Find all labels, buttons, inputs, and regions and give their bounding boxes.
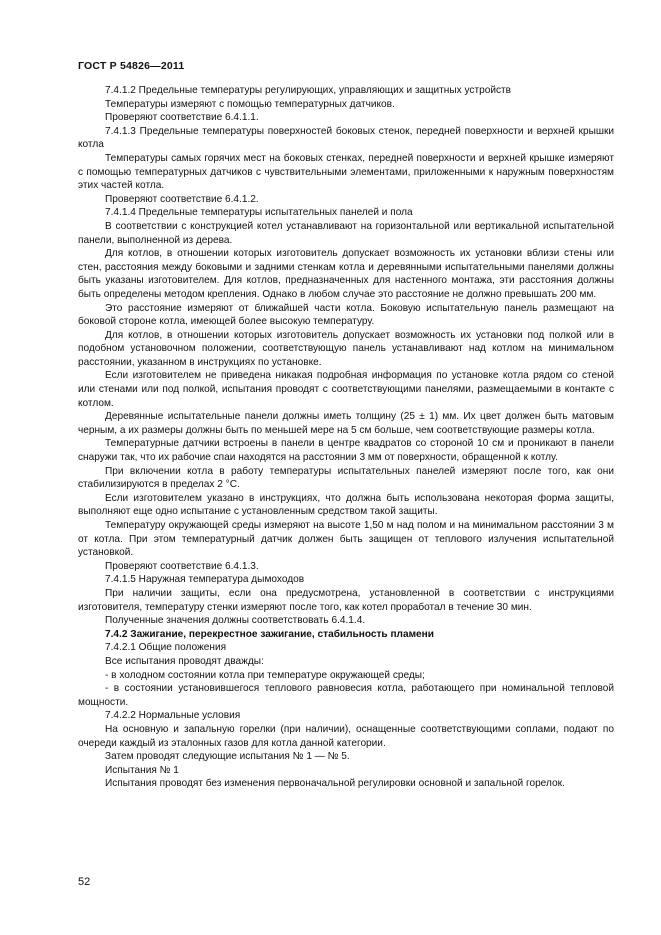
- paragraph: Деревянные испытательные панели должны иметь толщину (25 ± 1) мм. Их цвет должен быть матовым черным, а их размеры должны быть по меньшей мере на 5 см больше, чем соответствующие размеры котла.: [78, 411, 614, 436]
- paragraph: 7.4.1.3 Предельные температуры поверхностей боковых стенок, передней поверхности и верхней крышки котла: [78, 125, 614, 151]
- paragraph: Полученные значения должны соответствовать 6.4.1.4.: [105, 615, 366, 627]
- list-item: - в состоянии установившегося теплового равновесия котла, работающего при номинальной тепловой мощности.: [78, 683, 614, 708]
- paragraph: 7.4.1.2 Предельные температуры регулирующих, управляющих и защитных устройств: [105, 85, 511, 96]
- paragraph: На основную и запальную горелки (при наличии), оснащенные соответствующими соплами, подают по очереди каждый из эталонных газов для котла данной категории.: [78, 723, 614, 749]
- paragraph: Испытания проводят без изменения первоначальной регулировки основной и запальной горелок.: [105, 778, 565, 790]
- paragraph: Проверяют соответствие 6.4.1.3.: [105, 560, 259, 572]
- paragraph: Для котлов, в отношении которых изготовитель допускает возможность их установки под полкой или в подобном установочном положении, соответствующую панель устанавливают над котлом на минимальном расстоянии, указанном в инструкциях по установке.: [78, 329, 614, 368]
- list-item: - в холодном состоянии котла при температуре окружающей среды;: [105, 669, 425, 681]
- page-number: 52: [78, 876, 91, 888]
- document-header: ГОСТ Р 54826—2011: [78, 60, 185, 72]
- section-heading: 7.4.2 Зажигание, перекрестное зажигание, стабильность пламени: [105, 628, 434, 640]
- paragraph: Температуры измеряют с помощью температурных датчиков.: [105, 98, 395, 110]
- paragraph: Затем проводят следующие испытания № 1 — № 5.: [105, 751, 350, 763]
- paragraph: В соответствии с конструкцией котел устанавливают на горизонтальной или вертикальной испытательной панели, выполненной из дерева.: [78, 220, 614, 246]
- paragraph: При включении котла в работу температуры испытательных панелей измеряют после того, как они стабилизируются в пределах 2 °С.: [78, 465, 614, 491]
- paragraph: При наличии защиты, если она предусмотрена, установленной в соответствии с инструкциями изготовителя, температуру стенки измеряют после того, как котел проработал в течение 30 мин.: [78, 587, 614, 613]
- paragraph: 7.4.2.2 Нормальные условия: [105, 710, 241, 722]
- paragraph: Если изготовителем указано в инструкциях, что должна быть использована некоторая форма защиты, выполняют еще одно испытание с установленным средством такой защиты.: [78, 492, 614, 518]
- paragraph: Температуры самых горячих мест на боковых стенках, передней поверхности и верхней крышке измеряют с помощью температурных датчиков с чувствительными элементами, приложенными к наружным поверхностям этих частей котла.: [78, 152, 614, 192]
- paragraph: 7.4.2.1 Общие положения: [105, 642, 227, 654]
- paragraph: Проверяют соответствие 6.4.1.1.: [105, 112, 259, 124]
- document-body: [78, 84, 614, 791]
- paragraph: Температуру окружающей среды измеряют на высоте 1,50 м над полом и на минимальном расстоянии 3 м от котла. При этом температурный датчик должен быть защищен от теплового излучения испытательной установкой.: [78, 520, 614, 559]
- paragraph: Для котлов, в отношении которых изготовитель допускает возможность их установки вблизи стены или стен, расстояния между боковыми и задними стенкам котла и деревянными испытательными панелями должны быть указаны изготовителем. Для котлов, предназначенных для настенного монтажа, эти расстояния должны быть определены методом крепления. Однако в любом случае это расстояние не должно превышать 200 мм.: [78, 248, 614, 300]
- paragraph: 7.4.1.4 Предельные температуры испытательных панелей и пола: [105, 207, 413, 219]
- paragraph: Испытания № 1: [105, 764, 179, 776]
- paragraph: Температурные датчики встроены в панели в центре квадратов со стороной 10 см и проникают в панели снаружи так, что их рабочие спаи находятся на расстоянии 3 мм от поверхности, обращенной к котлу.: [78, 438, 614, 464]
- paragraph: 7.4.1.5 Наружная температура дымоходов: [105, 574, 305, 586]
- paragraph: Это расстояние измеряют от ближайшей части котла. Боковую испытательную панель размещают на боковой стороне котла, имеющей более высокую температуру.: [78, 302, 614, 328]
- paragraph: Все испытания проводят дважды:: [105, 655, 264, 667]
- paragraph: Проверяют соответствие 6.4.1.2.: [105, 193, 259, 205]
- paragraph: Если изготовителем не приведена никакая подробная информация по установке котла рядом со стеной или стенами или под полкой, испытания проводят с соответствующими панелями, размещаемыми в контакте с котлом.: [78, 370, 614, 409]
